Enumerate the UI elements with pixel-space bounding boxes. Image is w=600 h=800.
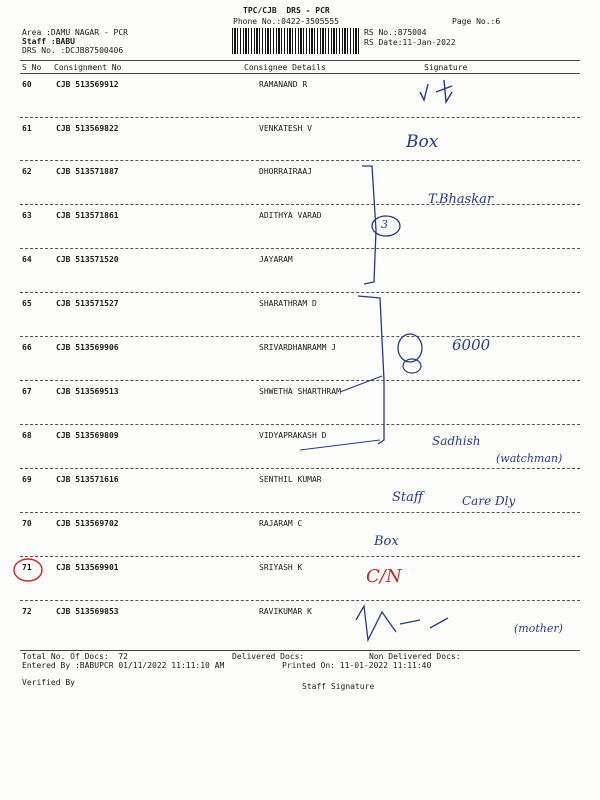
row-consignee: RAMANAND R [259, 80, 308, 89]
row-consignment: CJB 513569901 [56, 563, 119, 572]
row-sno: 72 [22, 607, 32, 616]
row-sno: 63 [22, 211, 32, 220]
row-consignment: CJB 513571861 [56, 211, 119, 220]
document-title: TPC/CJB DRS - PCR [243, 6, 330, 15]
handwritten-note: 3 [381, 218, 388, 231]
row-consignment: CJB 513569822 [56, 124, 119, 133]
connector-line [300, 376, 382, 450]
bracket-mark [362, 166, 376, 284]
red-circle-mark [14, 559, 42, 581]
verified-by: Verified By [22, 678, 75, 687]
row-consignment: CJB 513569513 [56, 387, 119, 396]
circle-mark [403, 359, 421, 373]
footer-rule [20, 650, 580, 651]
non-delivered-docs: Non Delivered Docs: [369, 652, 461, 661]
handwritten-note: (mother) [514, 622, 563, 635]
col-sno: S No [22, 63, 42, 72]
rs-date: RS Date:11-Jan-2022 [364, 38, 456, 47]
col-consignee: Consignee Details [244, 63, 326, 72]
phone-number: Phone No.:0422-3505555 [233, 17, 339, 26]
row-sno: 65 [22, 299, 32, 308]
total-docs: Total No. Of Docs: 72 [22, 652, 128, 661]
row-consignee: ADITHYA VARAD [259, 211, 322, 220]
row-sno: 71 [22, 563, 32, 572]
row-consignment: CJB 513569853 [56, 607, 119, 616]
col-consignment: Consignment No [54, 63, 122, 72]
row-consignment: CJB 513571527 [56, 299, 119, 308]
handwritten-note: Sadhish [432, 434, 481, 448]
row-sno: 69 [22, 475, 32, 484]
handwritten-note: C/N [366, 566, 402, 587]
area-label: Area :DAMU NAGAR - PCR [22, 28, 128, 37]
row-consignee: SHWETHA SHARTHRAM [259, 387, 341, 396]
row-consignment: CJB 513571520 [56, 255, 119, 264]
handwritten-note: 6000 [452, 336, 491, 354]
row-consignment: CJB 513569906 [56, 343, 119, 352]
signature-mark [420, 80, 452, 102]
handwritten-note: Box [374, 534, 399, 549]
row-consignee: VIDYAPRAKASH D [259, 431, 327, 440]
handwritten-note: (watchman) [496, 452, 563, 465]
row-consignee: SRIYASH K [259, 563, 303, 572]
row-consignee: JAYARAM [259, 255, 293, 264]
row-consignee: SRIVARDHANRAMM J [259, 343, 337, 352]
row-sno: 67 [22, 387, 32, 396]
row-consignee: RAJARAM C [259, 519, 303, 528]
row-sno: 66 [22, 343, 32, 352]
col-signature: Signature [424, 63, 468, 72]
rs-number: RS No.:875004 [364, 28, 427, 37]
row-sno: 70 [22, 519, 32, 528]
row-sno: 60 [22, 80, 32, 89]
row-consignee: VENKATESH V [259, 124, 312, 133]
handwritten-note: T.Bhaskar [428, 192, 494, 207]
row-sno: 62 [22, 167, 32, 176]
staff-label: Staff :BABU [22, 37, 75, 46]
signature-mark [356, 606, 448, 640]
printed-on: Printed On: 11-01-2022 11:11:40 [282, 661, 432, 670]
page-number: Page No.:6 [452, 17, 501, 26]
row-consignment: CJB 513569912 [56, 80, 119, 89]
handwritten-note: Care Dly [462, 494, 516, 508]
handwritten-note: Box [406, 132, 439, 152]
row-consignee: SENTHIL KUMAR [259, 475, 322, 484]
row-sno: 61 [22, 124, 32, 133]
row-consignment: CJB 513571616 [56, 475, 119, 484]
row-consignee: RAVIKUMAR K [259, 607, 312, 616]
bracket-mark [358, 296, 384, 444]
row-consignment: CJB 513569702 [56, 519, 119, 528]
row-consignment: CJB 513569809 [56, 431, 119, 440]
row-consignee: SHARATHRAM D [259, 299, 317, 308]
delivered-docs: Delivered Docs: [232, 652, 305, 661]
entered-by: Entered By :BABUPCR 01/11/2022 11:11:10 AM [22, 661, 225, 670]
row-consignee: DHORRAIRAAJ [259, 167, 312, 176]
row-sno: 64 [22, 255, 32, 264]
row-sno: 68 [22, 431, 32, 440]
staff-signature: Staff Signature [302, 682, 375, 691]
row-consignment: CJB 513571887 [56, 167, 119, 176]
drs-number: DRS No. :DCJB87500406 [22, 46, 124, 55]
handwritten-note: Staff [392, 490, 424, 505]
circle-mark [398, 334, 422, 362]
